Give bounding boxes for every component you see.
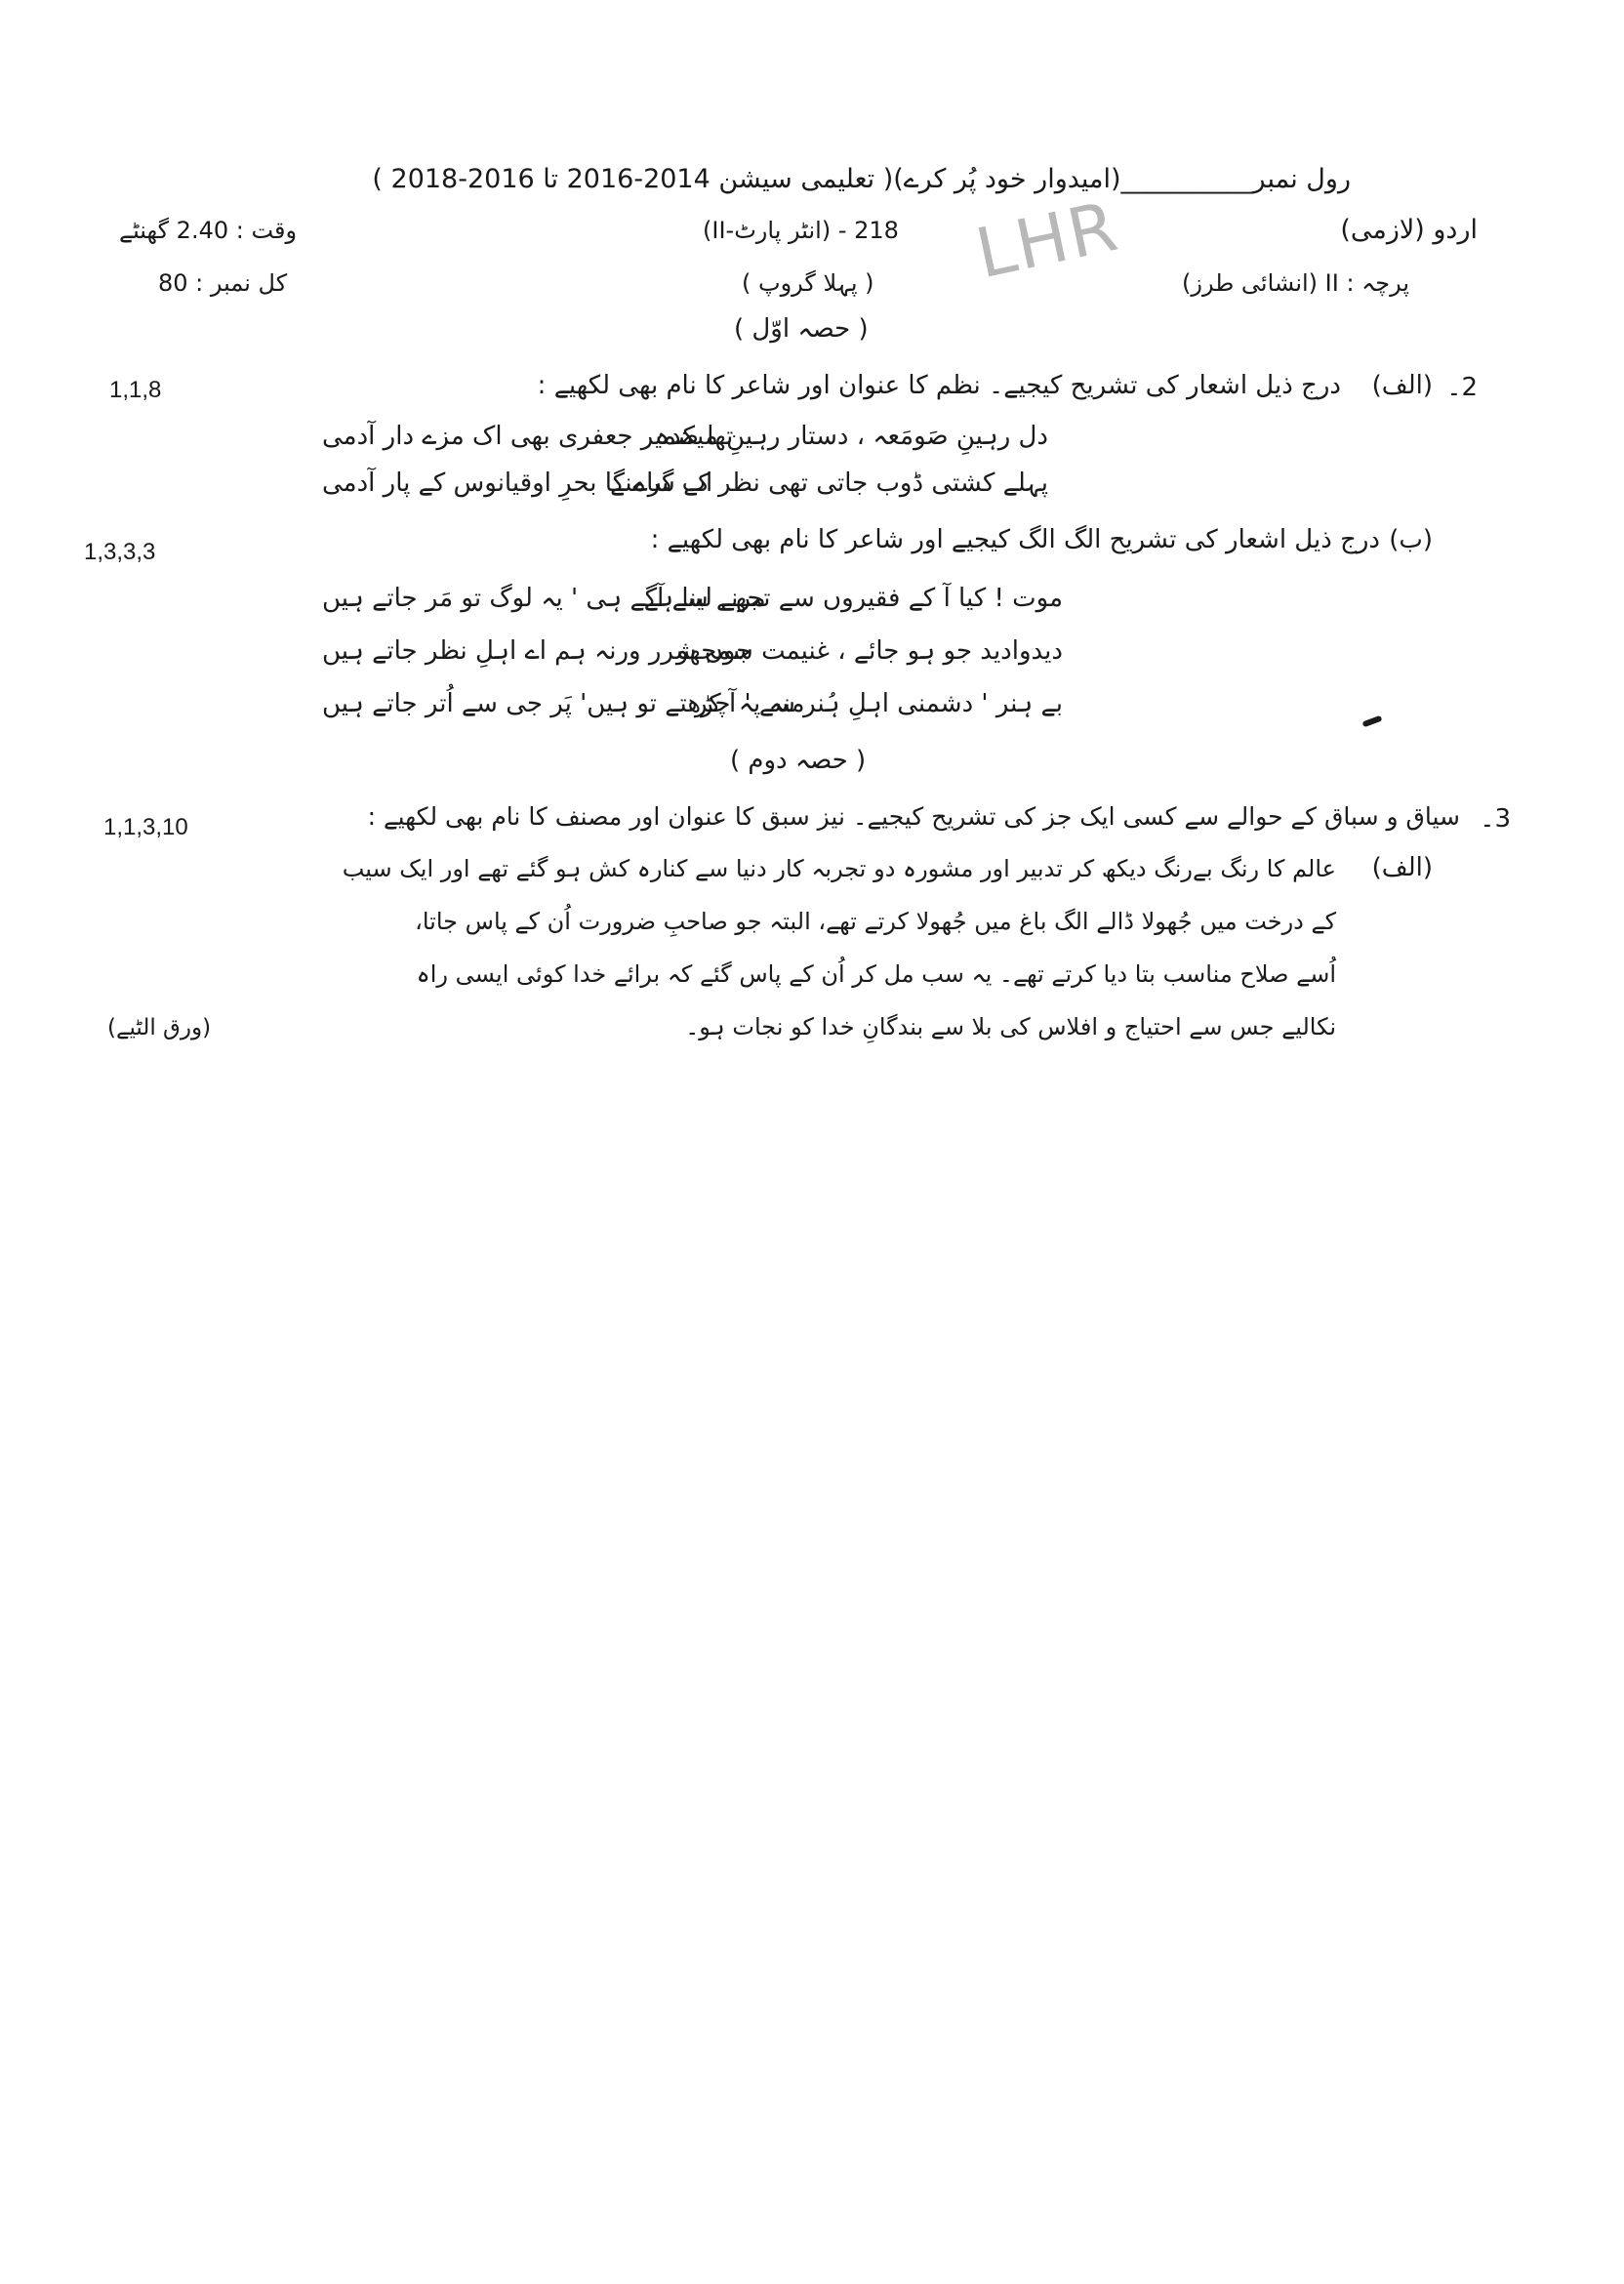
group-label: ( پہلا گروپ ): [742, 269, 874, 297]
verse-a1-second: تھا ضمیر جعفری بھی اک مزے دار آدمی: [322, 422, 734, 451]
paper-type: پرچہ : II (انشائی طرز): [1182, 269, 1409, 297]
verse-b3-first: بے ہنر ' دشمنی اہلِ ہُنر سے ' آ کر: [694, 689, 1063, 718]
pen-mark: [1362, 715, 1383, 727]
verse-b2-second: جوں شرر ورنہ ہم اے اہلِ نظر جاتے ہیں: [322, 636, 752, 666]
time-allowed: وقت : 2.40 گھنٹے: [119, 217, 298, 244]
part-b-instruction: درج ذیل اشعار کی تشریح الگ الگ کیجیے اور شاعر کا نام بھی لکھیے :: [650, 525, 1380, 554]
question-number: 2۔: [1446, 373, 1478, 402]
part-b-label: (ب): [1389, 525, 1433, 554]
verse-b1-first: موت ! کیا آ کے فقیروں سے تجھے لینا ہے: [643, 584, 1063, 613]
board-stamp: LHR: [969, 185, 1126, 295]
passage-line-4: نکالیے جس سے احتیاج و افلاس کی بلا سے بندگانِ خدا کو نجات ہو۔: [685, 1013, 1336, 1040]
passage-part-label: (الف): [1371, 853, 1433, 882]
roll-number-line: رول نمبر__________(امیدوار خود پُر کرے)( تعلیمی سیشن 2014-2016 تا 2016-2018 ): [372, 164, 1351, 194]
part-a-label: (الف): [1371, 371, 1433, 400]
turn-over-note: (ورق الٹیے): [107, 1015, 212, 1040]
verse-a2-second: اب گرے گا بحرِ اوقیانوس کے پار آدمی: [322, 469, 713, 498]
paper-code: 218 - (انٹر پارٹ-II): [703, 217, 899, 244]
part-a-marks: 1,1,8: [109, 377, 162, 403]
section-two-heading: ( حصہ دوم ): [730, 746, 867, 775]
passage-line-1: عالم کا رنگ بےرنگ دیکھ کر تدبیر اور مشورہ دو تجربہ کار دنیا سے کنارہ کش ہو گئے تھے اور ایک سیب: [342, 855, 1336, 882]
verse-a2-first: پہلے کشتی ڈوب جاتی تھی نظر کے سامنے: [610, 469, 1048, 498]
verse-b1-second: مرنے سے آگے ہی ' یہ لوگ تو مَر جاتے ہیں: [322, 584, 766, 613]
section-one-heading: ( حصہ اوّل ): [734, 314, 869, 344]
verse-b2-first: دیدوادید جو ہو جائے ، غنیمت سمجھو: [675, 636, 1063, 666]
verse-b3-second: منہ پہ چڑھتے تو ہیں' پَر جی سے اُتر جاتے ہیں: [322, 689, 805, 718]
total-marks: کل نمبر : 80: [158, 269, 288, 297]
passage-line-3: اُسے صلاح مناسب بتا دیا کرتے تھے۔ یہ سب مل کر اُن کے پاس گئے کہ برائے خدا کوئی ایسی راہ: [416, 960, 1336, 988]
question-3-number: 3۔: [1480, 804, 1511, 834]
passage-line-2: کے درخت میں جُھولا ڈالے الگ باغ میں جُھولا کرتے تھے، البتہ جو صاحبِ ضرورت اُن کے پاس جاتا،: [415, 908, 1336, 935]
part-b-marks: 1,3,3,3: [84, 539, 156, 565]
part-a-instruction: درج ذیل اشعار کی تشریح کیجیے۔ نظم کا عنوان اور شاعر کا نام بھی لکھیے :: [537, 371, 1341, 400]
question-3-instruction: سیاق و سباق کے حوالے سے کسی ایک جز کی تشریح کیجیے۔ نیز سبق کا عنوان اور مصنف کا نام بھی لکھیے :: [367, 802, 1460, 831]
question-3-marks: 1,1,3,10: [103, 814, 188, 840]
verse-a1-first: دل رہینِ صَومَعہ ، دستار رہینِ میکدہ: [654, 422, 1048, 451]
subject-title: اردو (لازمی): [1340, 215, 1478, 245]
